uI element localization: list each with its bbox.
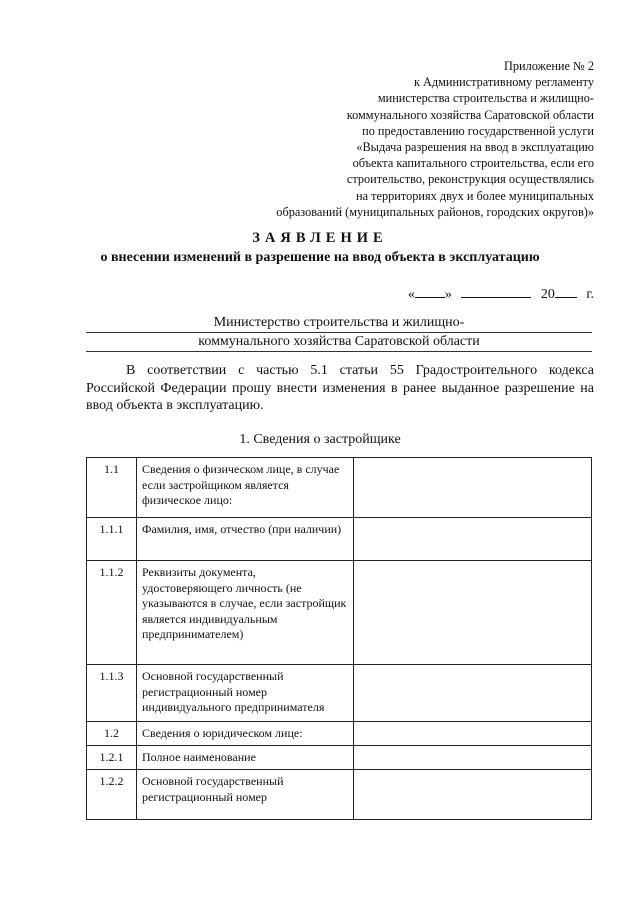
row-description: Реквизиты документа, удостоверяющего личность (не указываются в случае, если застройщик является индивидуальным предпринимателем) [137, 561, 354, 665]
row-value-field[interactable] [354, 746, 592, 770]
row-value-field[interactable] [354, 770, 592, 820]
request-paragraph: В соответствии с частью 5.1 статьи 55 Градостроительного кодекса Российской Федерации прошу внести изменения в ранее выданное разрешение на ввод объекта в эксплуатацию. [86, 363, 594, 413]
annex-line: министерства строительства и жилищно- [377, 91, 594, 106]
table-row [87, 561, 592, 665]
date-open-quote: « [407, 287, 415, 302]
row-number: 1.2.2 [87, 770, 137, 820]
addressee [86, 314, 592, 352]
row-number: 1.1.3 [87, 665, 137, 722]
row-description: Основной государственный регистрационный номер индивидуального предпринимателя [137, 665, 354, 722]
row-value-field[interactable] [354, 561, 592, 665]
section-title: 1. Сведения о застройщике [239, 432, 401, 447]
row-number: 1.2 [87, 722, 137, 746]
row-value-field[interactable] [354, 665, 592, 722]
row-number: 1.1.2 [87, 561, 137, 665]
addressee-line-1: Министерство строительства и жилищно- [86, 314, 592, 333]
annex-line: образований (муниципальных районов, городских округов)» [276, 204, 594, 219]
year-blank[interactable] [555, 284, 577, 298]
table-row [87, 746, 592, 770]
row-value-field[interactable] [354, 458, 592, 518]
annex-header [174, 58, 594, 220]
developer-info-table [86, 457, 592, 820]
table-row [87, 665, 592, 722]
table-row [87, 770, 592, 820]
row-number: 1.1.1 [87, 518, 137, 561]
document-title: ЗАЯВЛЕНИЕ [252, 230, 388, 246]
annex-line: Приложение № 2 [503, 59, 594, 73]
year-suffix: г. [586, 287, 594, 302]
row-description: Фамилия, имя, отчество (при наличии) [137, 518, 354, 561]
day-blank[interactable] [415, 284, 445, 298]
year-prefix: 20 [540, 287, 555, 302]
table-row [87, 518, 592, 561]
annex-line: строительство, реконструкция осуществлялись [346, 172, 594, 187]
row-description: Основной государственный регистрационный номер [137, 770, 354, 820]
row-value-field[interactable] [354, 722, 592, 746]
date-close-quote: » [444, 287, 452, 302]
row-description: Сведения о физическом лице, в случае если застройщиком является физическое лицо: [137, 458, 354, 518]
date-line [408, 284, 594, 303]
annex-line: к Административному регламенту [413, 75, 594, 90]
month-blank[interactable] [461, 284, 531, 298]
row-value-field[interactable] [354, 518, 592, 561]
document-subtitle: о внесении изменений в разрешение на ввод объекта в эксплуатацию [100, 250, 540, 265]
addressee-line-2: коммунального хозяйства Саратовской области [86, 333, 592, 352]
row-description: Полное наименование [137, 746, 354, 770]
annex-line: «Выдача разрешения на ввод в эксплуатацию [356, 140, 594, 155]
table-row [87, 722, 592, 746]
annex-line: по предоставлению государственной услуги [362, 123, 594, 138]
annex-line: объекта капитального строительства, если его [352, 156, 594, 171]
table-row [87, 458, 592, 518]
row-number: 1.1 [87, 458, 137, 518]
row-description: Сведения о юридическом лице: [137, 722, 354, 746]
annex-line: коммунального хозяйства Саратовской области [346, 107, 594, 122]
annex-line: на территориях двух и более муниципальных [356, 188, 594, 203]
row-number: 1.2.1 [87, 746, 137, 770]
